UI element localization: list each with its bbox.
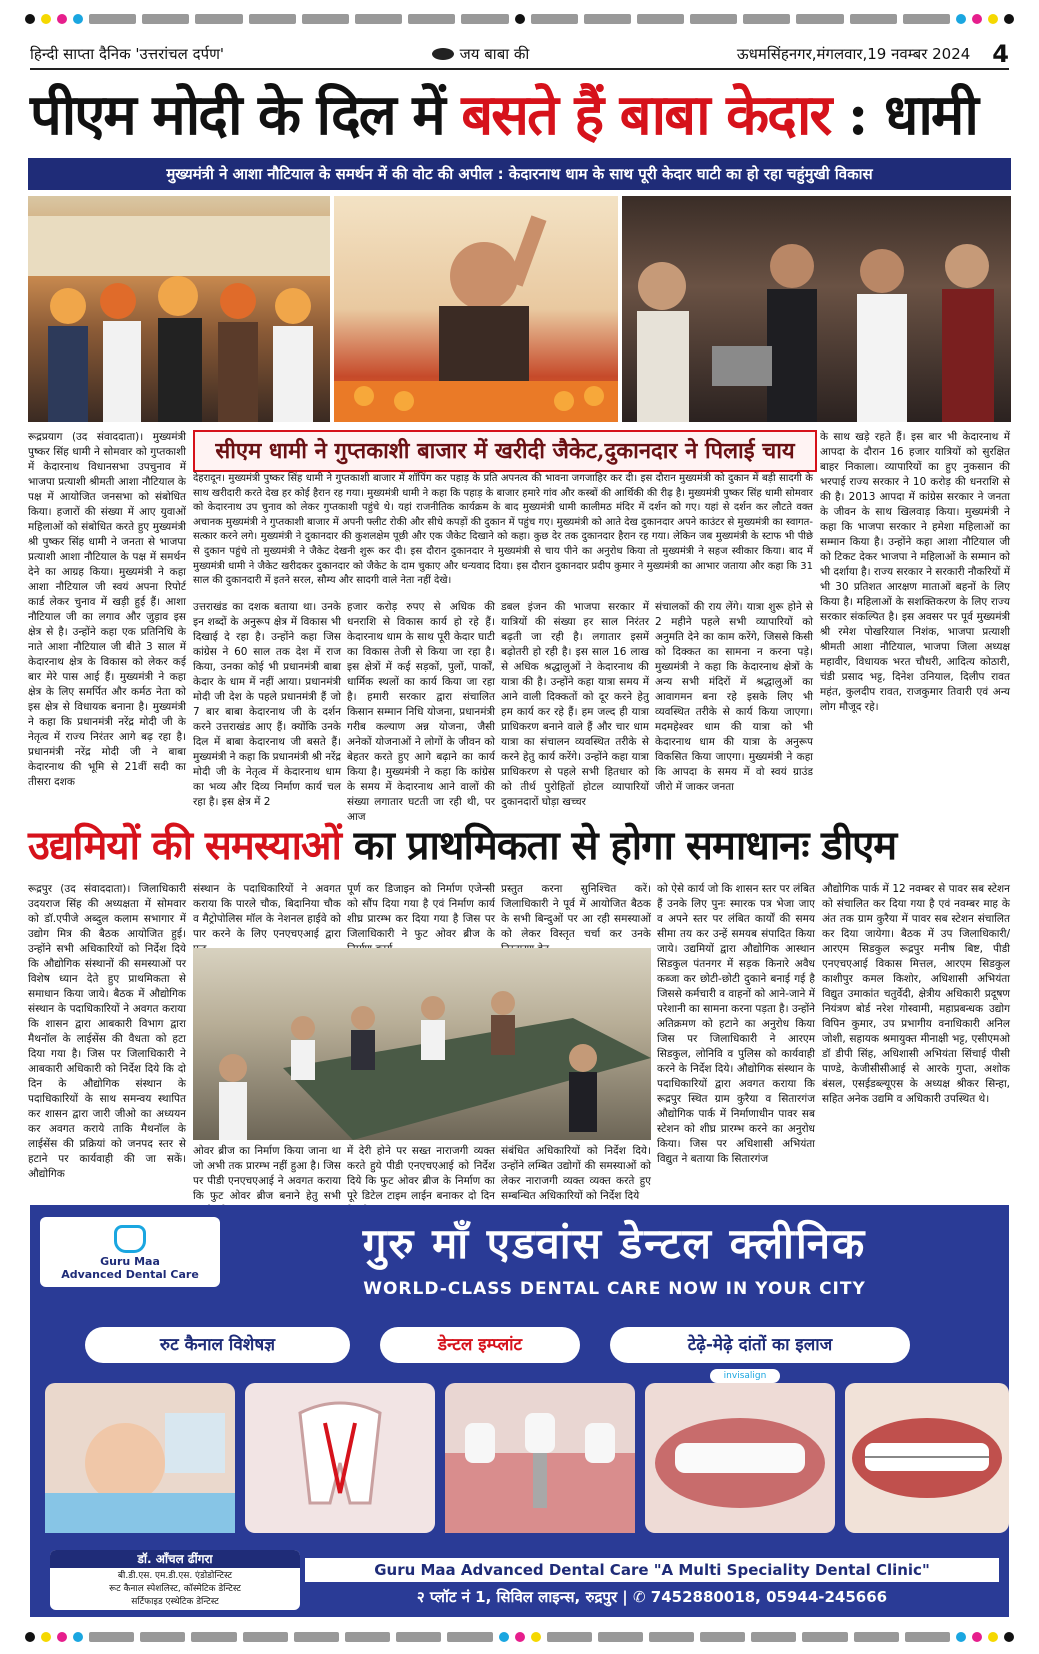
tooth-logo-icon xyxy=(114,1225,146,1253)
strip-dot xyxy=(988,14,998,24)
strip-bar xyxy=(243,1632,288,1642)
strip-dot xyxy=(25,14,35,24)
bottom-color-strip xyxy=(25,1630,1014,1644)
service-dental-implant: डेन्टल इम्प्लांट xyxy=(380,1327,580,1363)
root-canal-illustration xyxy=(245,1383,435,1533)
service-root-canal: रुट कैनाल विशेषज्ञ xyxy=(85,1327,350,1363)
clinic-title: गुरु माँ एडवांस डेन्टल क्लीनिक xyxy=(362,1219,867,1268)
story1-mid-column-2: हजार करोड़ रुपए से अधिक की धनराशि से विकास कार्य हो रहे हैं। केदारनाथ धाम के साथ पूरी केदार घाटी का विकास तेजी से किया जा रहा है। इस क्षेत्रों में कई सड़कों, पुलों, पार्कों, धार्मिक स्थलों का कार्य किया जा रहा है। हमारी सरकार द्वारा संचालित किसान सम्मान निधि योजना, प्रधानमंत्री गरीब कल्याण अन्न योजना, जैसी अनेकों योजनाओं ने लोगों के जीवन को बेहतर करते हुए आगे बढ़ाने का कार्य किया है। मुख्यमंत्री ने कहा कि कांग्रेस के समय में केदारनाथ आने वालों की संख्या लगातार घटती जा रही थी, पर आज xyxy=(347,601,495,823)
strip-dot xyxy=(41,14,51,24)
strip-dot xyxy=(531,1632,541,1642)
headline-part: पीएम मोदी के दिल में xyxy=(30,82,462,148)
meeting-photo-illustration xyxy=(193,948,651,1140)
smile-image xyxy=(845,1383,1009,1533)
strip-bar xyxy=(850,14,897,24)
strip-bar xyxy=(191,1632,236,1642)
strip-dot xyxy=(73,14,83,24)
story2-column-4-top: प्रस्तुत करना सुनिश्चित करें। जिलाधिकारी ने पूर्व में आयोजित बैठक के सभी बिन्दुओं पर आ रही समस्याओं को लेकर विस्तृत चर्चा कर उनके xyxy=(501,883,651,940)
strip-bar xyxy=(598,1632,643,1642)
strip-bar xyxy=(195,14,242,24)
patient-checkup-image xyxy=(45,1383,235,1533)
strip-bar xyxy=(302,14,349,24)
rally-photo xyxy=(28,196,330,422)
dental-clinic-ad xyxy=(30,1205,1009,1617)
jacket-story-text: देहरादून। मुख्यमंत्री पुष्कर सिंह धामी ने गुप्तकाशी बाजार में शॉपिंग कर पहाड़ के प्रति अपनत्व की भावना जगजाहिर कर दी। इस दौरान मुख्यमंत्री को दुकान में बड़ी सादगी के साथ खरीदारी करते देख हर कोई हैरान रह गया। मुख्यमंत्री धामी ने कहा कि पहाड़ के बाजार हमारे गांव और कस्बों की आर्थिकी की रीढ़ है। मुख्यमंत्री पुष्कर सिंह धामी सोमवार को केदारनाथ उप चुनाव को लेकर गुप्तकाशी पहुंचे थे। यहां राजनीतिक कार्यक्रम के बाद मुख्यमंत्री धामी कालीमठ मंदिर में दर्शन को गए। यहां से दर्शन कर लौटते वक्त अचानक मुख्यमंत्री ने गुप्तकाशी बाजार में अपनी फ्लीट रोकी और सीधे कपड़ों की दुकान में पहुंच गए। मुख्यमंत्री को आते देख दुकानदार अपने काउंटर से मुख्यमंत्री का स्वागत-सत्कार करने लगे। मुख्यमंत्री ने दुकानदार की कुशलक्षेम पूछी और एक जैकेट दिखाने को कहा। कुछ देर तक दुकानदार हैरान रह गया। लेकिन जब मुख्यमंत्री के स्टाफ भी पीछे से दुकान पहुंचे तो मुख्यमंत्री ने जैकेट देखनी शुरू कर दी। इस दौरान दुकानदार ने मुख्यमंत्री से चाय पीने का अनुरोध किया तो मुख्यमंत्री ने सहज स्वीकार किया। बाद में मुख्यमंत्री धामी ने जैकेट खरीदकर दुकानदार को जैकेट के दाम चुकाए और धन्यवाद दिया। इस दौरान दुकानदार प्रदीप कुमार ने मुख्यमंत्री का आभार जताया और कहा कि 31 साल की दुकानदारी में इतने सरल, सौम्य और सादगी वाले नेता नहीं देखे। xyxy=(193,473,813,587)
strip-bar xyxy=(796,14,843,24)
strip-bar xyxy=(531,14,578,24)
strip-bar xyxy=(649,1632,694,1642)
top-color-strip xyxy=(25,12,1014,26)
strip-bar xyxy=(249,14,296,24)
logo-line-2: Advanced Dental Care xyxy=(61,1268,199,1281)
meeting-photo xyxy=(193,948,651,1140)
strip-dot xyxy=(499,1632,509,1642)
strip-dot xyxy=(515,1632,525,1642)
main-headline xyxy=(30,80,1009,150)
clinic-logo xyxy=(40,1217,220,1287)
clinic-address-phone: २ प्लॉट नं 1, सिविल लाइन्स, रुद्रपुर | ✆ 7452880018, 05944-245666 xyxy=(416,1588,888,1606)
center-slogan xyxy=(432,44,530,64)
strip-dot xyxy=(41,1632,51,1642)
strip-bar xyxy=(547,1632,592,1642)
story1-left-column: रूद्रप्रयाग (उद संवाददाता)। मुख्यमंत्री पुष्कर सिंह धामी ने सोमवार को गुप्तकाशी में केदारनाथ विधानसभा उपचुनाव में भाजपा प्रत्याशी श्रीमती आशा नौटियाल के पक्ष में आयोजित जनसभा को संबोधित किया। हजारों की संख्या में आए युवाओं महिलाओं को संबोधित करते हुए मुख्यमंत्री श्री पुष्कर सिंह धामी ने जनता से भाजपा प्रत्याशी आशा नौटियाल के पक्ष में समर्थन देने का आग्रह किया। मुख्यमंत्री ने कहा आशा नौटियाल जी स्वयं अपना रिपोर्ट कार्ड लेकर चुनाव में खड़ी हुई हैं। आशा नौटियाल जी का लगाव और जुड़ाव इस क्षेत्र से है। उन्होंने कहा एक प्रतिनिधि के नाते आशा नौटियाल जी बीते 3 साल में केदारनाथ क्षेत्र के विकास को लेकर कई बार मेरे पास आई हैं। मुख्यमंत्री ने कहा क्षेत्र के लिए समर्पित और कर्मठ नेता को इस क्षेत्र से विधायक बनाना है। मुख्यमंत्री ने कहा कि प्रधानमंत्री नरेंद्र मोदी जी के नेतृत्व में राज्य निरंतर आगे बढ़ रहा है। प्रधानमंत्री नरेंद्र मोदी जी ने बाबा केदारनाथ की भूमि से 21वीं सदी का तीसरा दशक xyxy=(28,431,186,788)
strip-bar xyxy=(743,14,790,24)
story1-mid-column-3: डबल इंजन की भाजपा सरकार में यात्रियों की संख्या हर साल निरंतर बढ़ती जा रही है। लगातार इसमें बढ़ोतरी हो रही है। इस साल 16 लाख से अधिक श्रद्धालुओं ने केदारनाथ की यात्रा की है। उन्होंने कहा यात्रा समय में आने वाली दिक्कतों को दूर करने हेतु हम कार्य कर रहे हैं। हम जल्द ही यात्रा प्राधिकरण बनाने वाले हैं और चार धाम यात्रा का संचालन व्यवस्थित तरीके से करने हेतु कार्य करेंगे। उन्होंने कहा यात्रा प्राधिकरण से पहले सभी हितधार को को तीर्थ पुरोहितों होटल व्यापारियों दुकानदारों घोड़ा खच्चर xyxy=(501,601,649,808)
doctor-info-card xyxy=(50,1550,300,1610)
dateline-text: ऊधमसिंहनगर,मंगलवार,19 नवम्बर 2024 xyxy=(736,45,971,63)
story2-column-4-bottom: संबंधित अधिकारियों को निर्देश दिये। उन्होंने लम्बित उद्योगों की समस्याओं को लेकर नाराजगी व्यक्त व्यक्त करते हुए सम्बन्धित अधिकारियों को निर्देश दिये xyxy=(501,1145,651,1202)
strip-bar xyxy=(345,1632,390,1642)
strip-bar xyxy=(396,1632,441,1642)
slogan-text: जय बाबा की xyxy=(459,45,530,63)
doctor-name: डॉ. आँचल ढींगरा xyxy=(50,1550,300,1568)
story1-right-column: के साथ खड़े रहते हैं। इस बार भी केदारनाथ में आपदा के दौरान 16 हजार यात्रियों को सुरक्षित बाहर निकाला। व्यापारियों का हुए नुकसान की भरपाई राज्य सरकार ने 10 करोड़ की धनराशि से की है। 2013 आपदा में कांग्रेस सरकार ने जनता के जीवन के साथ खिलवाड़ किया। मुख्यमंत्री ने कहा कि भाजपा सरकार ने हमेशा महिलाओं का सम्मान किया है। उन्होंने कहा आशा नौटियाल जी को टिकट देकर भाजपा ने महिलाओं के सम्मान को भी दर्शाया है। राज्य सरकार ने सरकारी नौकरियों में भी 30 प्रतिशत आरक्षण माताओं बहनों के लिए किया है। महिलाओं के सशक्तिकरण के लिए राज्य सरकार संकल्पित है। इस अवसर पर पूर्व मुख्यमंत्री श्री रमेश पोखरियाल निशंक, भाजपा प्रत्याशी श्रीमती आशा नौटियाल, भाजपा जिला अध्यक्ष महावीर, विधायक भरत चौधरी, आदित्य कोठारी, चंडी प्रसाद भट्ट, दिनेश उनियाल, दिलीप रावत महंत, कुलदीप रावत, राजकुमार तिवारी एवं अन्य लोग मौजूद रहे। xyxy=(820,431,1010,713)
story2-column-2-bottom: ओवर ब्रीज का निर्माण किया जाना था जो अभी तक प्रारम्भ नहीं हुआ है। जिस पर पीडी एनएचएआई ने अवगत कराया कि फुट ओवर ब्रीज बनाने हेतु सभी xyxy=(193,1145,341,1202)
strip-bar xyxy=(690,14,737,24)
masthead xyxy=(30,40,1009,70)
rally-photo-illustration xyxy=(28,196,330,422)
story2-column-3-bottom: में देरी होने पर सख्त नाराजगी व्यक्त करते हुये पीडी एनएचएआई को निर्देश दिये कि फुट ओवर ब्रीज के निर्माण का पूरे डिटेल टाइम लाईन बनाकर दो दिन xyxy=(347,1145,495,1202)
strip-bar xyxy=(408,14,455,24)
strip-bar xyxy=(751,1632,796,1642)
strip-dot xyxy=(57,14,67,24)
tea-stall-photo-illustration xyxy=(622,196,1011,422)
strip-dot xyxy=(1004,14,1014,24)
strip-dot xyxy=(73,1632,83,1642)
story2-column-3-top: पूर्ण कर डिजाइन को निर्माण एजेन्सी को सौंप दिया गया है एवं निर्माण कार्य शीघ्र प्रारम्भ कर दिया गया है जिस पर जिलाधिकारी ने फुट ओवर ब्रीज के xyxy=(347,883,495,940)
strip-dot xyxy=(972,14,982,24)
smile-illustration xyxy=(845,1383,1009,1533)
doctor-degree: बी.डी.एस. एम.डी.एस. एंडोडोन्टिस्ट xyxy=(117,1571,233,1581)
speech-photo-illustration xyxy=(334,196,618,422)
second-headline xyxy=(28,820,1011,872)
doctor-specialty: रूट कैनाल स्पेशलिस्ट, कॉस्मेटिक डेन्टिस्ट xyxy=(109,1584,241,1594)
strip-dot xyxy=(956,14,966,24)
root-canal-image xyxy=(245,1383,435,1533)
strip-bar xyxy=(140,1632,185,1642)
patient-illustration xyxy=(45,1383,235,1533)
speech-photo xyxy=(334,196,618,422)
strip-bar xyxy=(447,1632,492,1642)
implant-illustration xyxy=(445,1383,635,1533)
paper-name: हिन्दी साप्ता दैनिक 'उत्तरांचल दर्पण' xyxy=(30,45,225,63)
strip-bar xyxy=(802,1632,847,1642)
strip-dot xyxy=(57,1632,67,1642)
story1-mid-column-4: संचालकों की राय लेंगे। यात्रा शुरू होने से 2 महीने पहले सभी व्यापारियों को अनुमति देने का काम करेंगे, जिससे किसी को दिक्कत का सामना न करना पड़े। मुख्यमंत्री ने कहा कि केदारनाथ क्षेत्रों के अन्य सभी मंदिरों में श्रद्धालुओं का आवागमन बना रहे इसके लिए भी व्यवस्थित तरीके से कार्य किया जाएगा। मदमहेश्वर धाम की यात्रा को भी केदारनाथ धाम की यात्रा के अनुरूप विकसित किया जाएगा। मुख्यमंत्री ने कहा कि आपदा के समय में वो स्वयं ग्राउंड जीरो में जाकर जनता xyxy=(655,601,813,793)
story2-column-2-top: संस्थान के पदाधिकारियों ने अवगत कराया कि पारले चौक, बिदानिया चौक व मैट्रोपोलिस मॉल के नेशनल हाईवे को पार करने के लिए एनएचएआई द्वारा xyxy=(193,883,341,940)
strip-dot xyxy=(972,1632,982,1642)
tea-stall-photo xyxy=(622,196,1011,422)
strip-dot xyxy=(988,1632,998,1642)
aligner-illustration xyxy=(645,1383,835,1533)
dateline xyxy=(737,40,1009,68)
service-braces: टेढ़े-मेढ़े दांतों का इलाज xyxy=(610,1327,910,1363)
headline2-black-part: का प्राथमिकता से होगा समाधानः डीएम xyxy=(340,822,897,869)
strip-bar xyxy=(903,14,950,24)
strip-dot xyxy=(1004,1632,1014,1642)
strip-bar xyxy=(89,1632,134,1642)
doctor-certification: सर्टिफाइड एस्थेटिक डेन्टिस्ट xyxy=(131,1597,219,1607)
strip-bar xyxy=(700,1632,745,1642)
strip-bar xyxy=(461,14,508,24)
strip-bar xyxy=(584,14,631,24)
strip-dot xyxy=(25,1632,35,1642)
page-number: 4 xyxy=(992,40,1009,68)
strip-bar xyxy=(905,1632,950,1642)
headline-tail: : धामी xyxy=(830,82,977,148)
headline2-red-part: उद्यमियों की समस्याओं xyxy=(28,822,341,869)
clinic-tagline: WORLD-CLASS DENTAL CARE NOW IN YOUR CITY xyxy=(363,1279,866,1299)
strip-dot xyxy=(956,1632,966,1642)
story2-column-5: को ऐसे कार्य जो कि शासन स्तर पर लंबित हैं उनके लिए पुनः स्मारक पत्र भेजा जाए व अपने स्तर पर लंबित कार्यों की समय सीमा तय कर उन्हें समयब संपादित किया जाये। उद्यमियों द्वारा औद्योगिक आस्थान सिडकुल पंतनगर में सड़क किनारे अवैध कब्जा कर छोटी-छोटी दुकाने बनाई गई है जिससे कर्मचारी व वाहनों को आने-जाने में परेशानी का सामना करना पड़ता है। उन्होंने अतिक्रमण को हटाने का अनुरोध किया जिस पर जिलाधिकारी ने आरएम सिडकुल, लोनिवि व पुलिस को कार्यवाही करने के निर्देश दिये। औद्योगिक संस्थान के पदाधिकारियों द्वारा अवगत कराया कि रूद्रपुर स्थित ग्राम कुरैया व सितारगंज औद्योगिक पार्क में निर्माणाधीन पावर सब स्टेशन को शीघ्र प्रारम्भ करने का अनुरोध किया। जिस पर अधिशासी अभियंता विद्युत ने बताया कि सितारगंज xyxy=(657,883,815,1165)
strip-bar xyxy=(294,1632,339,1642)
implant-image xyxy=(445,1383,635,1533)
jacket-story-headline: सीएम धामी ने गुप्तकाशी बाजार में खरीदी जैकेट,दुकानदार ने पिलाई चाय xyxy=(193,430,817,472)
strip-dot xyxy=(515,14,525,24)
om-icon xyxy=(432,48,454,60)
aligner-image xyxy=(645,1383,835,1533)
logo-line-1: Guru Maa xyxy=(100,1255,160,1268)
story2-column-1: रूद्रपुर (उद संवाददाता)। जिलाधिकारी उदयराज सिंह की अध्यक्षता में सोमवार को डॉ.एपीजे अब्दुल कलाम सभागार में उद्योग मित्र की बैठक आयोजित हुई। उन्होंने सभी अधिकारियों को निर्देश दिये कि औद्योगिक संस्थानों की समस्याओं पर विशेष ध्यान देते हुए प्राथमिकता से समाधान किया जाये। बैठक में औद्योगिक संस्थान के पदाधिकारियों ने अवगत कराया कि शासन द्वारा आबकारी विभाग द्वारा मैथनॉल के लाईसेंस की वैधता को हटा दिया गया है। जिस पर जिलाधिकारी ने आबकारी अधिकारी को निर्देश दिये कि दो दिन के औद्योगिक संस्थान के पदाधिकारियों के साथ समन्वय स्थापित कर शासन द्वारा जारी जीओ का अध्ययन कर अवगत कराये ताकि मैथनॉल के लाईसेंस की प्रक्रियां को जनपद स्तर से हटाने पर कार्यवाही की जा सकें। औद्योगिक xyxy=(28,883,186,1180)
strip-bar xyxy=(355,14,402,24)
strip-bar xyxy=(637,14,684,24)
strip-bar xyxy=(142,14,189,24)
invisalign-badge: invisalign xyxy=(710,1369,780,1383)
story-subhead-banner: मुख्यमंत्री ने आशा नौटियाल के समर्थन में की वोट की अपील : केदारनाथ धाम के साथ पूरी केदार घाटी का हो रहा चहुंमुखी विकास xyxy=(28,158,1011,190)
headline-red-part: बसते हैं बाबा केदार xyxy=(461,82,831,148)
strip-bar xyxy=(89,14,136,24)
story2-column-6: औद्योगिक पार्क में 12 नवम्बर से पावर सब स्टेशन को संचालित कर दिया गया है एवं नवम्बर माह के अंत तक ग्राम कुरैया में पावर सब स्टेशन संचालित कर दिया जायेगा। बैठक में उप जिलाधिकारी/आरएम सिडकुल रूद्रपुर मनीष बिष्ट, पीडी एनएचएआई विकास मित्तल, आरएम सिडकुल काशीपुर कमल किशोर, अधिशासी अभियंता विद्युत उमाकांत चतुर्वेदी, क्षेत्रीय अधिकारी प्रदूषण नियंत्रण बोर्ड नरेश गोस्वामी, महाप्रबन्धक उद्योग विपिन कुमार, उप प्रभागीय वनाधिकारी अनिल जोशी, सहायक श्रमायुक्त मीनाक्षी भट्ट, एसीएमओ डॉ डीपी सिंह, अधिशासी अभियंता सिंचाई पीसी पाण्डे, केजीसीसीआई से आरके गुप्ता, अशोक बंसल, एसईडब्ल्यूएस के अध्यक्ष श्रीकर सिन्हा, सहित अनेक उद्यमि व अधिकारी उपस्थित थे। xyxy=(822,883,1010,1105)
story1-mid-column-1: उत्तराखंड का दशक बताया था। उनके इन शब्दों के अनुरूप क्षेत्र में विकास भी दिखाई दे रहा है। उन्होंने कहा जिस कांग्रेस ने 60 साल तक देश में राज किया, उनका कोई भी प्रधानमंत्री बाबा केदार के धाम में नहीं आया। प्रधानमंत्री मोदी जी देश के पहले प्रधानमंत्री हैं जो 7 बार बाबा केदारनाथ जी के दर्शन करने उत्तराखंड आए हैं। क्योंकि उनके दिल में बाबा केदारनाथ जी बसते हैं। मुख्यमंत्री ने कहा कि प्रधानमंत्री श्री नरेंद्र मोदी जी के नेतृत्व में केदारनाथ धाम का भव्य और दिव्य निर्माण कार्य चल रहा है। इस क्षेत्र में 2 xyxy=(193,601,341,808)
clinic-slogan-bar: Guru Maa Advanced Dental Care "A Multi Speciality Dental Clinic" xyxy=(305,1558,999,1582)
strip-bar xyxy=(854,1632,899,1642)
